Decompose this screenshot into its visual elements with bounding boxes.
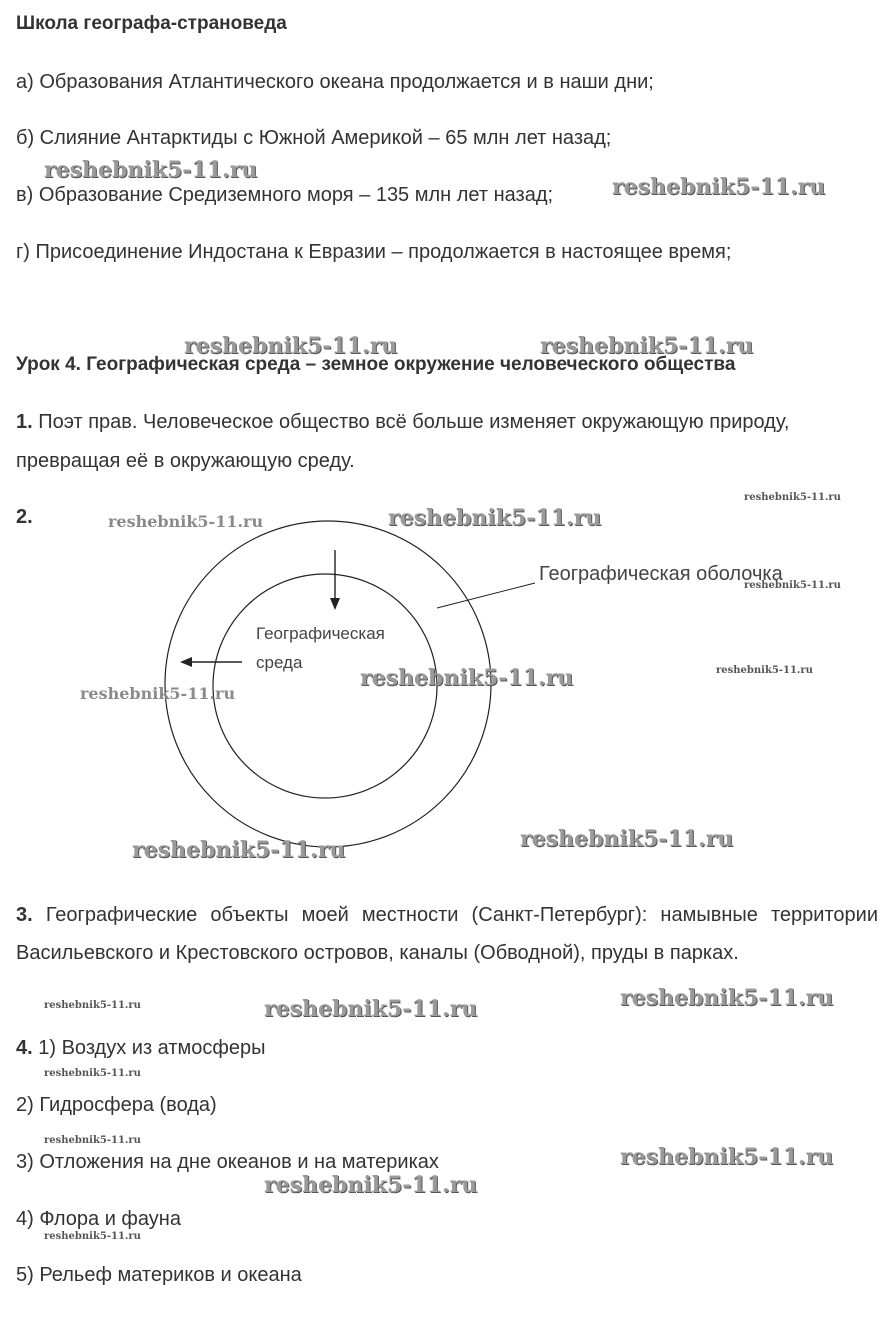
section-title: Школа географа-страноведа [16, 13, 287, 34]
watermark: reshebnik5-11.ru [540, 333, 754, 359]
watermark: reshebnik5-11.ru [744, 492, 841, 503]
watermark: reshebnik5-11.ru [520, 826, 734, 852]
watermark: reshebnik5-11.ru [44, 157, 258, 183]
down-arrowhead-icon [330, 598, 340, 610]
watermark: reshebnik5-11.ru [264, 1172, 478, 1198]
callout-line [437, 583, 535, 608]
item-a: а) Образования Атлантического океана продолжается и в наши дни; [16, 71, 654, 93]
q2-number: 2. [16, 506, 33, 528]
watermark: reshebnik5-11.ru [44, 1231, 141, 1242]
watermark: reshebnik5-11.ru [44, 1068, 141, 1079]
watermark: reshebnik5-11.ru [620, 1144, 834, 1170]
q4-item-5: 5) Рельеф материков и океана [16, 1264, 302, 1286]
item-g: г) Присоединение Индостана к Евразии – продолжается в настоящее время; [16, 241, 732, 263]
q4-item-2: 2) Гидросфера (вода) [16, 1094, 217, 1116]
left-arrowhead-icon [180, 657, 192, 667]
q3-number: 3. [16, 904, 33, 926]
inner-label-line1: Географическая [256, 624, 385, 643]
item-b: б) Слияние Антарктиды с Южной Америкой – 65 млн лет назад; [16, 127, 612, 149]
watermark: reshebnik5-11.ru [108, 512, 264, 531]
watermark: reshebnik5-11.ru [264, 996, 478, 1022]
lesson-title: Урок 4. Географическая среда – земное окружение человеческого общества [16, 354, 736, 375]
q1-text-1: Поэт прав. Человеческое общество всё больше изменяет окружающую природу, [38, 411, 790, 433]
outer-label: Географическая оболочка [539, 563, 783, 585]
watermark: reshebnik5-11.ru [620, 985, 834, 1011]
q1-number: 1. [16, 411, 33, 433]
watermark: reshebnik5-11.ru [132, 837, 346, 863]
q4-number: 4. [16, 1037, 33, 1059]
watermark: reshebnik5-11.ru [44, 1000, 141, 1011]
watermark: reshebnik5-11.ru [184, 333, 398, 359]
q1-line2: превращая её в окружающую среду. [16, 450, 355, 472]
q4-item-4: 4) Флора и фауна [16, 1208, 181, 1230]
q4-item-1: 1) Воздух из атмосферы [38, 1037, 266, 1059]
inner-label-line2: среда [256, 653, 303, 672]
watermark: reshebnik5-11.ru [388, 505, 602, 531]
item-v: в) Образование Средиземного моря – 135 млн лет назад; [16, 184, 554, 206]
watermark: reshebnik5-11.ru [80, 684, 236, 703]
watermark: reshebnik5-11.ru [360, 665, 574, 691]
watermark: reshebnik5-11.ru [44, 1135, 141, 1146]
watermark: reshebnik5-11.ru [744, 580, 841, 591]
q3-paragraph [16, 896, 878, 972]
watermark: reshebnik5-11.ru [716, 665, 813, 676]
watermark: reshebnik5-11.ru [612, 174, 826, 200]
q4-item-3: 3) Отложения на дне океанов и на материках [16, 1151, 439, 1173]
q3-text: Географические объекты моей местности (Санкт-Петербург): намывные территории Васильевского и Крестовского островов, каналы (Обводной), пруды в парках. [16, 904, 878, 964]
q4-item-1-row [16, 1036, 265, 1060]
